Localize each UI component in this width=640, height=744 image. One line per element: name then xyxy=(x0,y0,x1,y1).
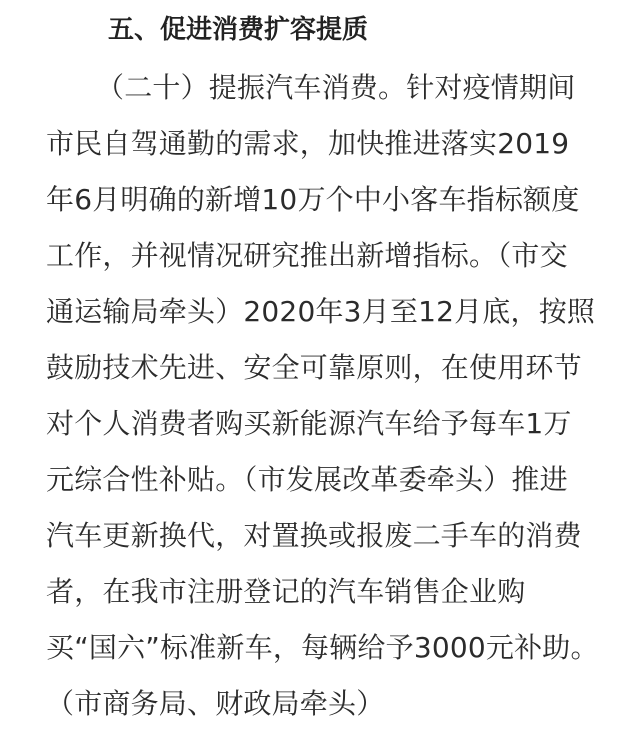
paragraph-line: 工作，并视情况研究推出新增指标。（市交 xyxy=(46,239,568,272)
paragraph-line: （市商务局、财政局牵头） xyxy=(46,687,385,720)
paragraph-line: 买“国六”标准新车，每辆给予3000元补助。 xyxy=(46,631,599,664)
paragraph-line: 元综合性补贴。（市发展改革委牵头）推进 xyxy=(46,463,568,496)
paragraph-line: 通运输局牵头）2020年3月至12月底，按照 xyxy=(46,295,596,328)
paragraph-line: （二十）提振汽车消费。针对疫情期间 xyxy=(96,71,576,104)
paragraph-line: 年6月明确的新增10万个中小客车指标额度 xyxy=(46,183,580,216)
paragraph-line: 对个人消费者购买新能源汽车给予每车1万 xyxy=(46,407,572,440)
paragraph-line: 汽车更新换代，对置换或报废二手车的消费 xyxy=(46,519,582,552)
section-heading: 五、促进消费扩容提质 xyxy=(108,15,369,45)
paragraph-line: 者，在我市注册登记的汽车销售企业购 xyxy=(46,575,526,608)
paragraph-line: 鼓励技术先进、安全可靠原则，在使用环节 xyxy=(46,351,582,384)
paragraph-line: 市民自驾通勤的需求，加快推进落实2019 xyxy=(46,127,570,160)
